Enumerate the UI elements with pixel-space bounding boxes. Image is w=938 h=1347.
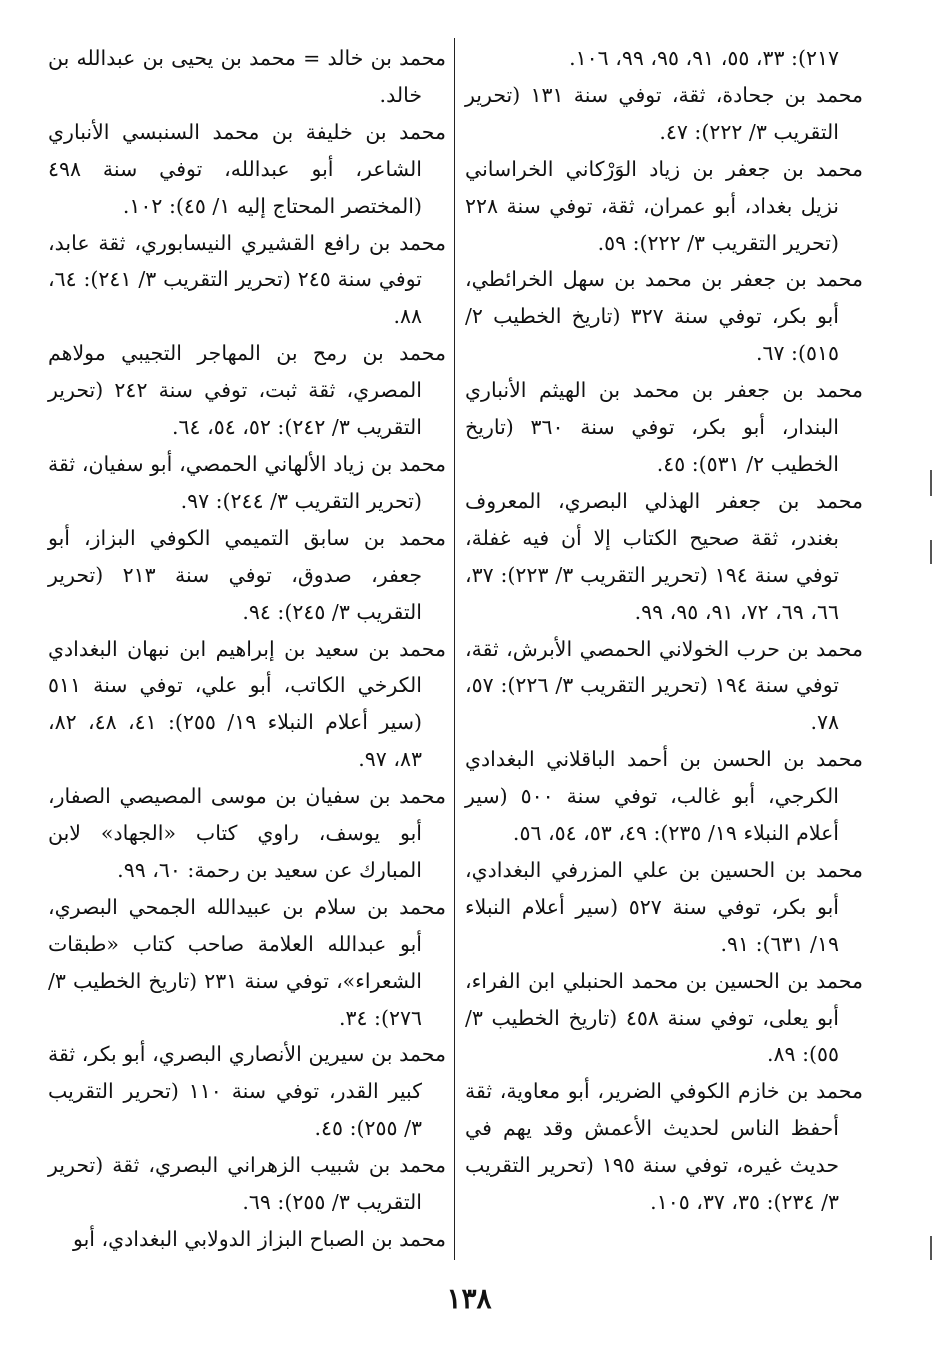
index-entry: محمد بن جحادة، ثقة، توفي سنة ١٣١ (تحرير التقريب ٣/ ٢٢٢): ٤٧. <box>465 82 864 144</box>
index-entry: محمد بن جعفر بن محمد بن سهل الخرائطي، أبو بكر، توفي سنة ٣٢٧ (تاريخ الخطيب ٢/ ٥١٥): ٦٧. <box>465 267 863 366</box>
index-entry: محمد بن جعفر بن زياد الوَرْكاني الخراساني نزيل بغداد، أبو عمران، ثقة، توفي سنة ٢٢٨ (تحرير التقريب ٣/ ٢٢٢): ٥٩. <box>465 156 863 255</box>
index-entry: محمد بن الصباح البزاز الدولابي البغدادي، أبو <box>73 1227 446 1251</box>
right-column <box>465 40 863 1221</box>
index-entry: محمد بن زياد الألهاني الحمصي، أبو سفيان، ثقة (تحرير التقريب ٣/ ٢٤٤): ٩٧. <box>48 451 446 513</box>
index-entry: محمد بن خالد = محمد بن يحيى بن عبدالله بن خالد. <box>48 46 446 107</box>
column-divider <box>454 38 455 1260</box>
index-entry: محمد بن الحسن بن أحمد الباقلاني البغدادي الكرجي، أبو غالب، توفي سنة ٥٠٠ (سير أعلام النبلاء ١٩/ ٢٣٥): ٤٩، ٥٣، ٥٤، ٥٦. <box>465 747 863 846</box>
index-entry: محمد بن خازم الكوفي الضرير، أبو معاوية، ثقة أحفظ الناس لحديث الأعمش وقد يهم في حديث غيره، توفي سنة ١٩٥ (تحرير التقريب ٣/ ٢٣٤): ٣٥، ٣٧، ١٠٥. <box>465 1079 863 1215</box>
index-entry: ٢١٧): ٣٣، ٥٥، ٩١، ٩٥، ٩٩، ١٠٦. <box>569 46 839 70</box>
index-entry: محمد بن شبيب الزهراني البصري، ثقة (تحرير التقريب ٣/ ٢٥٥): ٦٩. <box>48 1153 446 1215</box>
index-entry: محمد بن سابق التميمي الكوفي البزاز، أبو جعفر، صدوق، توفي سنة ٢١٣ (تحرير التقريب ٣/ ٢٤٥): ٩٤. <box>48 525 446 624</box>
index-entry: محمد بن رمح بن المهاجر التجيبي مولاهم المصري، ثقة ثبت، توفي سنة ٢٤٢ (تحرير التقريب ٣/ ٢٤٢): ٥٢، ٥٤، ٦٤. <box>48 341 446 440</box>
index-entry: محمد بن الحسين بن محمد الحنبلي ابن الفراء، أبو يعلى، توفي سنة ٤٥٨ (تاريخ الخطيب ٣/ ٥٥): ٨٩. <box>465 968 863 1067</box>
page-number: ١٣٨ <box>446 1282 492 1315</box>
index-entry: محمد بن خليفة بن محمد السنبسي الأنباري الشاعر، أبو عبدالله، توفي سنة ٤٩٨ (المختصر المحتاج إليه ١/ ٤٥): ١٠٢. <box>48 119 446 218</box>
index-entry: محمد بن رافع القشيري النيسابوري، ثقة عابد، توفي سنة ٢٤٥ (تحرير التقريب ٣/ ٢٤١): ٦٤، ٨٨. <box>48 230 446 329</box>
index-entry: محمد بن حرب الخولاني الحمصي الأبرش، ثقة، توفي سنة ١٩٤ (تحرير التقريب ٣/ ٢٢٦): ٥٧، ٧٨. <box>465 636 863 735</box>
scan-edge-mark <box>930 540 932 564</box>
scan-edge-mark <box>930 1236 932 1260</box>
index-entry: محمد بن سلام بن عبيدالله الجمحي البصري، أبو عبدالله العلامة صاحب كتاب «طبقات الشعراء»، توفي سنة ٢٣١ (تاريخ الخطيب ٣/ ٢٧٦): ٣٤. <box>48 894 446 1030</box>
left-column <box>48 40 446 1258</box>
index-entry: محمد بن جعفر الهذلي البصري، المعروف بغندر، ثقة صحيح الكتاب إلا أن فيه غفلة، توفي سنة ١٩٤ (تحرير التقريب ٣/ ٢٢٣): ٣٧، ٦٦، ٦٩، ٧٢، ٩١، ٩٥، ٩٩. <box>465 488 863 624</box>
index-entry: محمد بن سفيان بن موسى المصيصي الصفار، أبو يوسف، راوي كتاب «الجهاد» لابن المبارك عن سعيد بن رحمة: ٦٠، ٩٩. <box>48 784 446 882</box>
scan-edge-mark <box>930 470 932 496</box>
index-entry: محمد بن سيرين الأنصاري البصري، أبو بكر، ثقة كبير القدر، توفي سنة ١١٠ (تحرير التقريب ٣/ ٢٥٥): ٤٥. <box>48 1042 446 1141</box>
index-entry: محمد بن الحسين بن علي المزرفي البغدادي، أبو بكر، توفي سنة ٥٢٧ (سير أعلام النبلاء ١٩/ ٦٣١): ٩١. <box>465 857 863 956</box>
index-entry: محمد بن سعيد بن إبراهيم ابن نبهان البغدادي الكرخي الكاتب، أبو علي، توفي سنة ٥١١ (سير أعلام النبلاء ١٩/ ٢٥٥): ٤١، ٤٨، ٨٢، ٨٣، ٩٧. <box>48 636 446 772</box>
index-entry: محمد بن جعفر بن محمد بن الهيثم الأنباري البندار، أبو بكر، توفي سنة ٣٦٠ (تاريخ الخطيب ٢/ ٥٣١): ٤٥. <box>465 378 863 476</box>
